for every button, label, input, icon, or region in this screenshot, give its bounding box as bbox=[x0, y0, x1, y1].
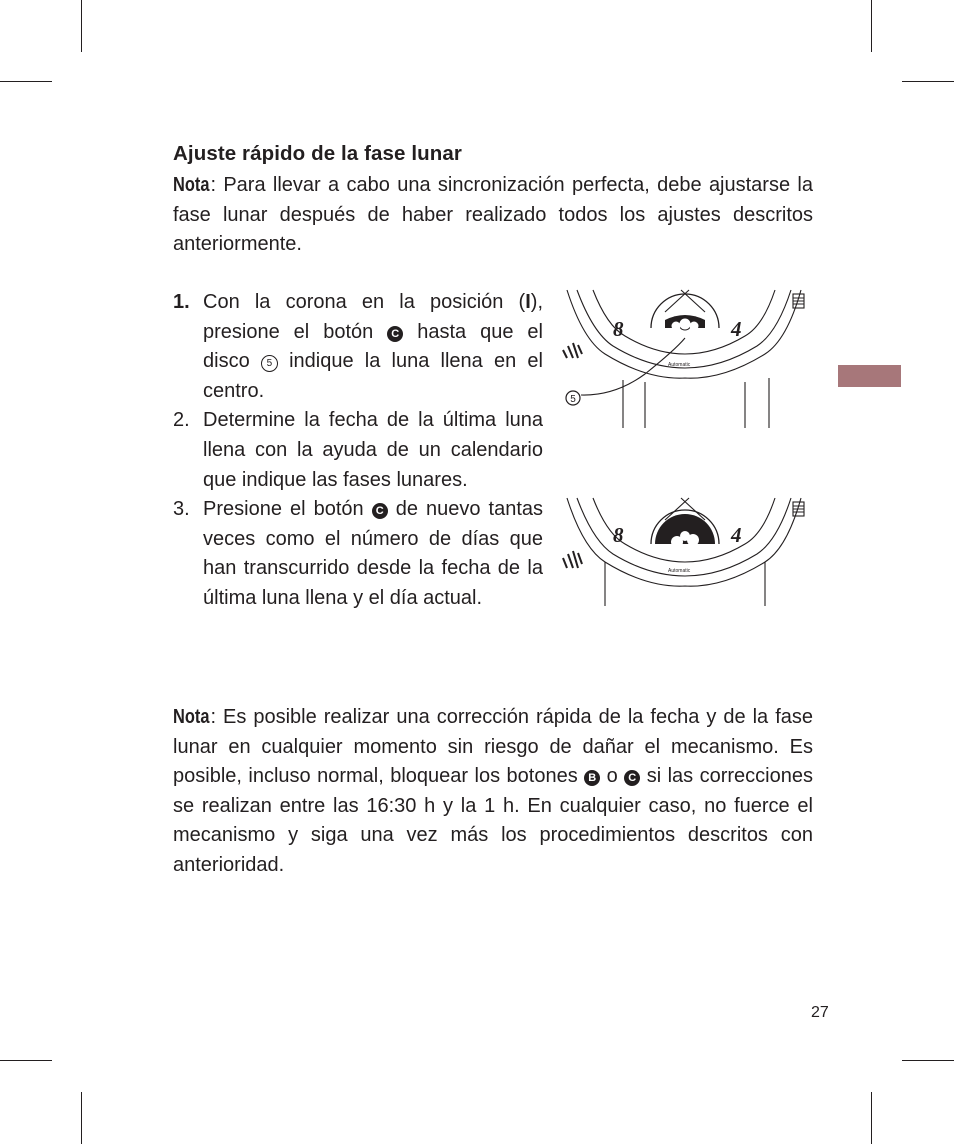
callout-label: 5 bbox=[570, 394, 576, 405]
section-tab-marker bbox=[838, 365, 901, 387]
crop-mark bbox=[871, 1092, 872, 1144]
step-item: 1. Con la corona en la posición (I), presione el botón C hasta que el disco 5 indique la luna llena en el centro. bbox=[173, 288, 543, 406]
closing-note: Nota: Es posible realizar una corrección rápida de la fecha y de la fase lunar en cualquier momento sin riesgo de dañar el mecanismo. Es posible, incluso normal, bloquear los botones B o C si las correcciones se realizan entre las 16:30 h y la 1 h. En cualquier caso, no fuerce el mecanismo y siga una vez más los procedimientos descritos con anterioridad. bbox=[173, 703, 813, 880]
step-number: 1. bbox=[173, 291, 190, 313]
intro-note bbox=[173, 171, 813, 260]
crop-mark bbox=[81, 1092, 82, 1144]
crop-mark bbox=[0, 81, 52, 82]
note-text: : Para llevar a cabo una sincronización perfecta, debe ajustarse la fase lunar después de haber realizado todos los ajustes descritos anteriormente. bbox=[173, 174, 813, 255]
crop-mark bbox=[0, 1060, 52, 1061]
dial-numeral-right: 4 bbox=[731, 317, 742, 341]
note-label: Nota bbox=[173, 174, 210, 196]
button-c-icon: C bbox=[387, 326, 403, 342]
step-item: 3. Presione el botón C de nuevo tantas veces como el número de días que han transcurrido desde la fecha de la última luna llena y el día actual. bbox=[173, 495, 543, 613]
dial-brand-text: Automatic bbox=[668, 362, 691, 368]
watch-dial-figure-2 bbox=[555, 496, 810, 608]
watch-dial-figure-1 bbox=[555, 288, 810, 433]
step-number: 3. bbox=[173, 498, 190, 521]
crop-mark bbox=[81, 0, 82, 52]
button-c-icon: C bbox=[624, 770, 640, 786]
page-number: 27 bbox=[811, 1004, 829, 1021]
crop-mark bbox=[871, 0, 872, 52]
steps-list bbox=[173, 288, 543, 614]
dial-numeral-left: 8 bbox=[613, 523, 624, 547]
button-c-icon: C bbox=[372, 503, 388, 519]
crop-mark bbox=[902, 81, 954, 82]
button-b-icon: B bbox=[584, 770, 600, 786]
crop-mark bbox=[902, 1060, 954, 1061]
step-item: 2. Determine la fecha de la última luna llena con la ayuda de un calendario que indique las fases lunares. bbox=[173, 406, 543, 495]
note-label: Nota bbox=[173, 706, 210, 728]
step-number: 2. bbox=[173, 409, 190, 432]
dial-brand-text: Automatic bbox=[668, 568, 691, 574]
disc-5-icon: 5 bbox=[261, 355, 278, 372]
crown-position: I bbox=[525, 291, 531, 313]
dial-numeral-right: 4 bbox=[731, 523, 742, 547]
dial-numeral-left: 8 bbox=[613, 317, 624, 341]
section-title: Ajuste rápido de la fase lunar bbox=[173, 142, 462, 165]
